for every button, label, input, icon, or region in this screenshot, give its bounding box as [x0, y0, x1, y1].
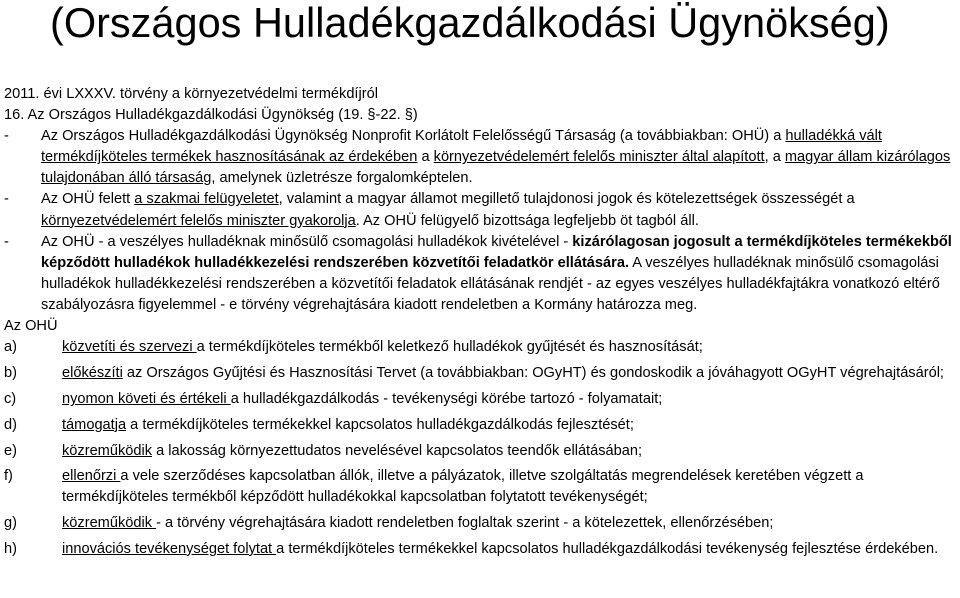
- underlined-text: közvetíti és szervezi: [62, 339, 197, 356]
- text-run: a termékdíjköteles termékből keletkező hulladékok gyűjtését és hasznosítását;: [196, 339, 703, 356]
- text-run: , a: [764, 149, 785, 166]
- list-key: f): [4, 468, 13, 485]
- text-run: a termékdíjköteles termékekkel kapcsolatos hulladékgazdálkodási tevékenység fejlesztése érdekében.: [276, 540, 939, 557]
- bullet-text: [41, 126, 956, 189]
- list-key: a): [4, 339, 17, 356]
- list-text: [62, 415, 956, 436]
- bullet-text: [41, 232, 956, 316]
- underlined-text: ellenőrzi: [62, 468, 121, 485]
- list-item: [4, 337, 956, 358]
- page-title: (Országos Hulladékgazdálkodási Ügynökség): [50, 0, 890, 46]
- text-run: a termékdíjköteles termékekkel kapcsolatos hulladékgazdálkodás fejlesztését;: [126, 416, 634, 433]
- underlined-text: a szakmai felügyeletet: [134, 191, 279, 208]
- list-text: [62, 441, 956, 462]
- text-run: - a törvény végrehajtására kiadott rendeletben foglaltak szerint - a kötelezettek, ellenőrzésében;: [156, 515, 774, 532]
- text-run: az Országos Gyűjtési és Hasznosítási Tervet (a továbbiakban: OGyHT) és gondoskodik a jóváhagyott OGyHT végrehajtásáról;: [122, 365, 944, 382]
- bullet-marker: -: [4, 128, 9, 145]
- bullet-marker: -: [4, 233, 9, 250]
- list-text: [62, 337, 956, 358]
- bullet-exclusive-right: [4, 232, 956, 316]
- underlined-text: hulladékká vált termékdíjköteles termékek hasznosításának az érdekében: [41, 128, 882, 166]
- text-run: a lakosság környezettudatos nevelésével kapcsolatos teendők ellátásában;: [152, 442, 643, 459]
- underlined-text: nyomon követi és értékeli: [62, 391, 231, 408]
- bullet-supervision: [4, 189, 956, 231]
- list-text: [62, 363, 956, 384]
- document-body: [4, 84, 956, 560]
- list-item: [4, 441, 956, 462]
- bullet-ohu-definition: [4, 126, 956, 189]
- underlined-text: közreműködik: [62, 515, 157, 532]
- list-key: e): [4, 442, 17, 459]
- text-run: , amelynek üzletrésze forgalomképtelen.: [211, 170, 473, 187]
- ohu-label: Az OHÜ: [4, 318, 58, 335]
- text-run: A veszélyes hulladéknak minősülő csomagolási hulladékok hulladékkezelési rendszerében a közvetítői feladatok ellátásának rendjét - az egyes veszélyes hulladékfajtákra vonatkozó eltérő szabályozásra figyelemmel - e törvény végrehajtására kiadott rendeletben a Kormány határozza meg.: [41, 254, 940, 313]
- bullet-text: [41, 189, 956, 231]
- list-item: [4, 513, 956, 534]
- underlined-text: környezetvédelemért felelős miniszter gyakorolja: [41, 212, 356, 229]
- text-run: a vele szerződéses kapcsolatban állók, illetve a pályázatok, illetve szolgáltatás megrendelések keretében végzett a termékdíjköteles termékből képződött hulladékokkal kapcsolatban folytatott tevékenységét;: [62, 468, 864, 506]
- text-run: , valamint a magyar államot megillető tulajdonosi jogok és kötelezettségek összességét a: [278, 191, 855, 208]
- list-key: g): [4, 515, 17, 532]
- list-item: [4, 539, 956, 560]
- law-reference: 2011. évi LXXXV. törvény a környezetvédelmi termékdíjról: [4, 86, 378, 102]
- underlined-text: környezetvédelemért felelős miniszter által alapított: [433, 149, 765, 166]
- list-key: h): [4, 540, 17, 557]
- list-text: [62, 539, 956, 560]
- bullet-marker: -: [4, 191, 9, 208]
- underlined-text: közreműködik: [62, 442, 153, 459]
- text-run: Az OHÜ - a veszélyes hulladéknak minősülő csomagolási hulladékok kivételével -: [41, 233, 573, 250]
- list-text: [62, 466, 956, 508]
- bold-text: kizárólagosan jogosult a termékdíjköteles termékekből képződött hulladékok hulladékkezelési rendszerében közvetítői feladatkör ellátására.: [41, 233, 952, 271]
- list-item: [4, 466, 956, 508]
- underlined-text: támogatja: [62, 416, 127, 433]
- list-key: c): [4, 391, 17, 408]
- list-key: b): [4, 365, 17, 382]
- underlined-text: innovációs tevékenységet folytat: [62, 540, 277, 557]
- text-run: . Az OHÜ felügyelő bizottsága legfeljebb öt tagból áll.: [355, 212, 699, 229]
- list-text: [62, 513, 956, 534]
- list-key: d): [4, 416, 17, 433]
- text-run: a: [417, 149, 434, 166]
- list-item: [4, 389, 956, 410]
- text-run: a hulladékgazdálkodás - tevékenységi körébe tartozó - folyamatait;: [230, 391, 663, 408]
- underlined-text: előkészíti: [62, 365, 123, 382]
- underlined-text: magyar állam kizárólagos tulajdonában álló társaság: [41, 149, 951, 187]
- section-reference: 16. Az Országos Hulladékgazdálkodási Ügynökség (19. §-22. §): [4, 107, 418, 124]
- list-item: [4, 415, 956, 436]
- text-run: Az Országos Hulladékgazdálkodási Ügynökség Nonprofit Korlátolt Felelősségű Társaság (a továbbiakban: OHÜ) a: [41, 128, 786, 145]
- list-item: [4, 363, 956, 384]
- list-text: [62, 389, 956, 410]
- text-run: Az OHÜ felett: [41, 191, 135, 208]
